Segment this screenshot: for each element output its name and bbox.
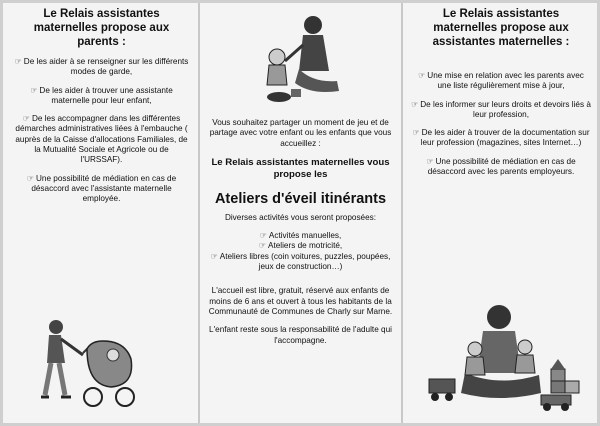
workshop-panel [200, 3, 401, 423]
list-item: ☞ De les aider à trouver une assistante maternelle pour leur enfant, [30, 85, 173, 105]
list-item: ☞ De les aider à se renseigner sur les différents modes de garde, [14, 57, 189, 77]
workshop-title: Ateliers d'éveil itinérants [214, 190, 387, 207]
list-item: ☞ De les aider à trouver de la documentation sur leur profession (magazines, sites Internet…) [412, 128, 590, 148]
hand-pointer-icon: ☞ [14, 57, 22, 66]
activities-list [206, 231, 395, 272]
hand-pointer-icon: ☞ [259, 231, 267, 241]
hand-pointer-icon: ☞ [412, 128, 420, 138]
woman-with-children-and-toys-illustration [417, 303, 587, 415]
list-item: ☞ Ateliers de motricité, [258, 241, 343, 251]
access-text: L'accueil est libre, gratuit, réservé aux enfants de moins de 6 ans et ouvert à tous les habitants de la Communauté de Communes de Charly sur Marne. [208, 286, 393, 316]
leaflet-sheet [3, 3, 597, 423]
list-item: ☞ Activités manuelles, [259, 231, 342, 241]
parents-panel [3, 3, 198, 423]
hand-pointer-icon: ☞ [418, 71, 426, 80]
childminders-services-list [411, 71, 591, 177]
list-item: ☞ De les informer sur leurs droits et devoirs liés à leur profession, [411, 99, 591, 119]
hand-pointer-icon: ☞ [258, 241, 266, 251]
woman-playing-with-child-illustration [255, 11, 345, 111]
hand-pointer-icon: ☞ [26, 173, 34, 183]
list-item: ☞ Une possibilité de médiation en cas de désaccord avec les parents employeurs. [426, 156, 576, 177]
hand-pointer-icon: ☞ [426, 156, 434, 166]
hand-pointer-icon: ☞ [210, 251, 218, 261]
hand-pointer-icon: ☞ [30, 85, 38, 95]
workshop-intro: Vous souhaitez partager un moment de jeu et de partage avec votre enfant ou les enfants que vous accueillez : [209, 118, 392, 148]
list-item: ☞ Une possibilité de médiation en cas de désaccord avec l'assistante maternelle employée. [26, 173, 177, 204]
list-item: ☞ Ateliers libres (coin voitures, puzzles, poupées, jeux de construction…) [210, 251, 391, 272]
workshop-subheading: Le Relais assistantes maternelles vous propose les [211, 156, 390, 180]
list-item: ☞ De les accompagner dans les différentes démarches administratives liées à l'embauche ( auprès de la Caisse d'allocations Familiales, de la Mutualité Sociale et Agricole ou de l'URSSAF). [15, 114, 188, 165]
childminders-panel [403, 3, 597, 423]
hand-pointer-icon: ☞ [22, 114, 30, 124]
parents-services-list [13, 57, 190, 205]
activities-intro: Diverses activités vous seront proposées: [224, 212, 377, 222]
woman-pushing-pram-illustration [31, 315, 141, 420]
childminders-heading: Le Relais assistantes maternelles propose aux assistantes maternelles : [432, 8, 570, 48]
parents-heading: Le Relais assistantes maternelles propose aux parents : [33, 8, 170, 48]
list-item: ☞ Une mise en relation avec les parents avec une liste régulièrement mise à jour, [418, 71, 584, 91]
responsibility-text: L'enfant reste sous la responsabilité de l'adulte qui l'accompagne. [209, 325, 392, 345]
hand-pointer-icon: ☞ [411, 99, 419, 109]
